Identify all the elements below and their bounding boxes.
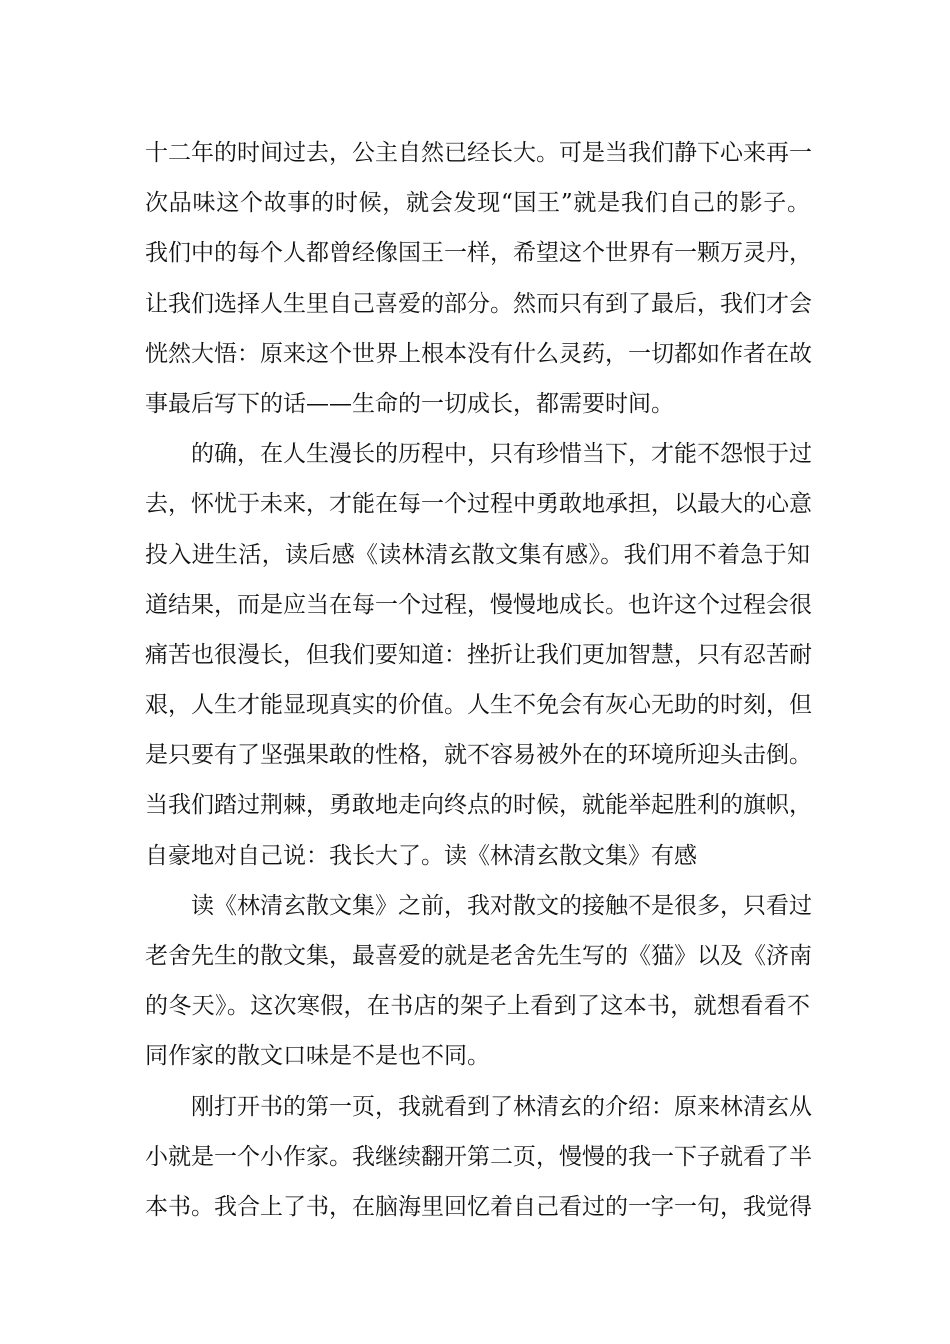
text-line: 事最后写下的话——生命的一切成长，都需要时间。: [145, 390, 674, 417]
text-line: 读《林清玄散文集》之前，我对散文的接触不是很多，只看过: [191, 892, 812, 919]
text-line: 次品味这个故事的时候，就会发现“国王”就是我们自己的影子。: [145, 190, 810, 217]
text-line: 艰，人生才能显现真实的价值。人生不免会有灰心无助的时刻，但: [145, 692, 812, 719]
text-line: 老舍先生的散文集，最喜爱的就是老舍先生写的《猫》以及《济南: [145, 943, 812, 969]
text-line: 去，怀忧于未来，才能在每一个过程中勇敢地承担，以最大的心意: [145, 491, 812, 518]
text-line: 恍然大悟：原来这个世界上根本没有什么灵药，一切都如作者在故: [145, 340, 812, 367]
text-line: 的冬天》。这次寒假，在书店的架子上看到了这本书，就想看看不: [145, 993, 810, 1020]
text-line: 十二年的时间过去，公主自然已经长大。可是当我们静下心来再一: [145, 140, 812, 166]
text-line: 痛苦也很漫长，但我们要知道：挫折让我们更加智慧，只有忍苦耐: [145, 641, 812, 668]
text-line: 当我们踏过荆棘，勇敢地走向终点的时候，就能举起胜利的旗帜，: [145, 792, 812, 819]
text-line: 是只要有了坚强果敢的性格，就不容易被外在的环境所迎头击倒。: [145, 742, 812, 769]
text-line: 投入进生活，读后感《读林清玄散文集有感》。我们用不着急于知: [145, 541, 810, 568]
text-line: 小就是一个小作家。我继续翻开第二页，慢慢的我一下子就看了半: [145, 1143, 812, 1170]
text-line: 自豪地对自己说：我长大了。读《林清玄散文集》有感: [145, 842, 697, 869]
text-line: 我们中的每个人都曾经像国王一样，希望这个世界有一颗万灵丹，: [145, 240, 812, 267]
text-line: 让我们选择人生里自己喜爱的部分。然而只有到了最后，我们才会: [145, 290, 812, 317]
text-line: 同作家的散文口味是不是也不同。: [145, 1043, 490, 1070]
text-line: 的确，在人生漫长的历程中，只有珍惜当下，才能不怨恨于过: [191, 441, 812, 468]
text-line: 道结果，而是应当在每一个过程，慢慢地成长。也许这个过程会很: [145, 591, 812, 618]
text-line: 刚打开书的第一页，我就看到了林清玄的介绍：原来林清玄从: [191, 1093, 812, 1120]
text-line: 本书。我合上了书，在脑海里回忆着自己看过的一字一句，我觉得: [145, 1193, 812, 1220]
document-body: [145, 128, 810, 1232]
